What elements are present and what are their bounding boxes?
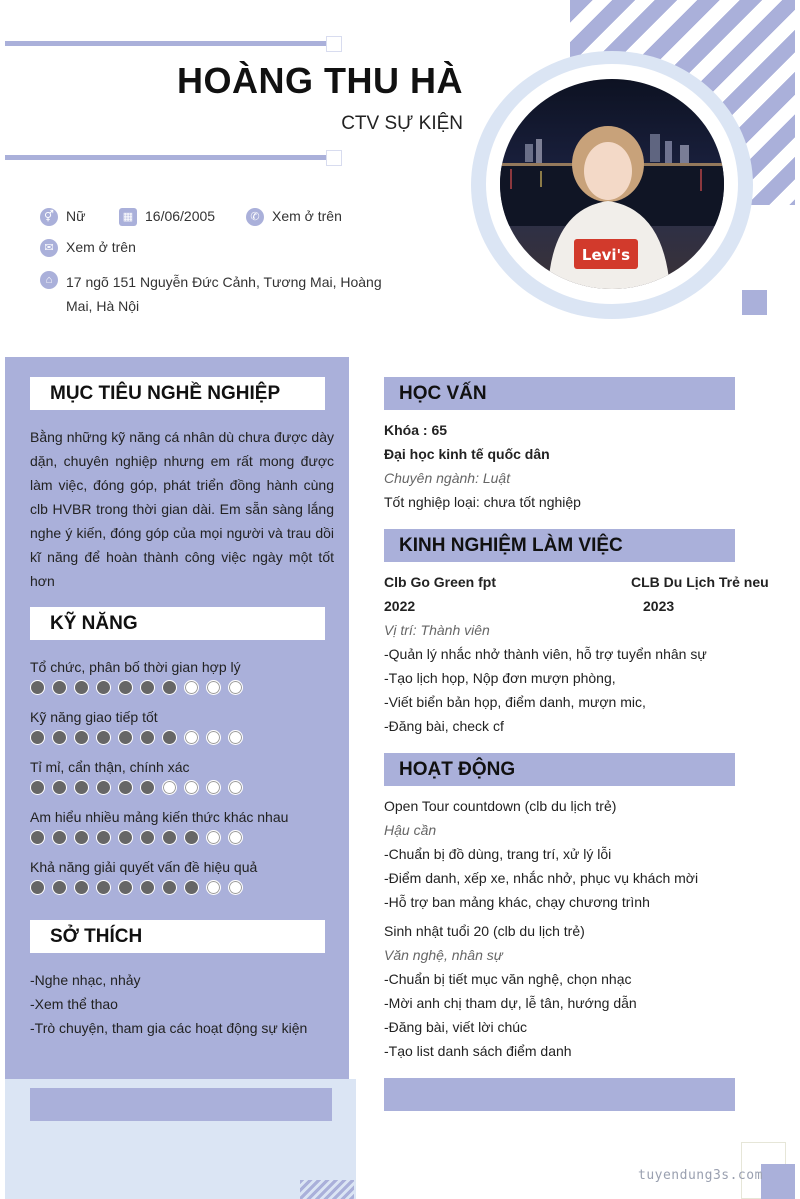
education-grade: Tốt nghiệp loại: chưa tốt nghiệp (384, 494, 581, 510)
rating-dot-filled (162, 680, 177, 695)
rating-dot-filled (140, 780, 155, 795)
activity-1-task: -Chuẩn bị đồ dùng, trang trí, xử lý lỗi (384, 846, 612, 862)
skill-item (30, 657, 330, 695)
skill-label: Kỹ năng giao tiếp tốt (30, 709, 158, 725)
shirt-logo-text: Levi's (581, 246, 631, 264)
skill-rating (30, 780, 330, 795)
info-dob (119, 208, 215, 226)
experience-task: -Đăng bài, check cf (384, 718, 504, 734)
dob-value: 16/06/2005 (145, 208, 216, 224)
rating-dot-empty (228, 880, 243, 895)
skills-title: KỸ NĂNG (30, 607, 325, 640)
rating-dot-filled (96, 680, 111, 695)
watermark-text: tuyendung3s.com (638, 1168, 763, 1183)
education-course: Khóa : 65 (384, 422, 448, 438)
rating-dot-filled (30, 680, 45, 695)
rating-dot-filled (96, 780, 111, 795)
experience-title: KINH NGHIỆM LÀM VIỆC (384, 529, 735, 562)
activity-2-task: -Tạo list danh sách điểm danh (384, 1043, 572, 1059)
skill-item (30, 807, 330, 845)
rating-dot-filled (140, 730, 155, 745)
experience-org-2: CLB Du Lịch Trẻ neu (631, 574, 769, 590)
rating-dot-filled (140, 880, 155, 895)
objective-text: Bằng những kỹ năng cá nhân dù chưa được dày dặn, chuyên nghiệp nhưng em rất mong được làm việc, đóng góp, phát triển đồng hành cùng clb HVBR trong thời gian dài. Em sẵn sàng lắng nghe ý kiến, đóng góp của mọi người và trau dồi kĩ năng để hoàn thành công việc ngày một tốt hơn (30, 429, 334, 589)
rating-dot-filled (30, 880, 45, 895)
activity-2-task: -Chuẩn bị tiết mục văn nghệ, chọn nhạc (384, 971, 632, 987)
activity-1-task: -Hỗ trợ ban mảng khác, chạy chương trình (384, 894, 650, 910)
activity-2-role: Văn nghệ, nhân sự (384, 947, 503, 963)
empty-section-bar (384, 1078, 735, 1111)
hobbies-title: SỞ THÍCH (30, 920, 325, 953)
activity-1-task: -Điểm danh, xếp xe, nhắc nhở, phục vụ khách mời (384, 870, 699, 886)
activities-title: HOẠT ĐỘNG (384, 753, 735, 786)
address-line-1: 17 ngõ 151 Nguyễn Đức Cảnh, Tương Mai, Hoàng (66, 274, 382, 290)
rating-dot-empty (228, 730, 243, 745)
decorative-hatch (300, 1180, 354, 1199)
header-line-bottom (5, 155, 328, 160)
rating-dot-filled (30, 830, 45, 845)
candidate-role: CTV SỰ KIỆN (341, 113, 463, 134)
education-school: Đại học kinh tế quốc dân (384, 446, 550, 462)
rating-dot-filled (52, 880, 67, 895)
rating-dot-empty (228, 780, 243, 795)
rating-dot-filled (74, 680, 89, 695)
hobby-item: -Trò chuyện, tham gia các hoạt động sự kiện (30, 1020, 308, 1036)
skill-item (30, 757, 330, 795)
rating-dot-filled (96, 880, 111, 895)
activity-1-role: Hậu cần (384, 822, 437, 838)
skill-item (30, 707, 330, 745)
address-line-2: Mai, Hà Nội (66, 298, 140, 314)
rating-dot-empty (206, 780, 221, 795)
rating-dot-filled (162, 880, 177, 895)
rating-dot-filled (74, 830, 89, 845)
experience-year-1: 2022 (384, 598, 416, 614)
experience-position: Vị trí: Thành viên (384, 622, 490, 638)
rating-dot-filled (74, 780, 89, 795)
rating-dot-empty (184, 680, 199, 695)
rating-dot-filled (30, 780, 45, 795)
rating-dot-filled (74, 880, 89, 895)
rating-dot-filled (74, 730, 89, 745)
rating-dot-filled (52, 680, 67, 695)
rating-dot-filled (162, 830, 177, 845)
calendar-icon: ▦ (119, 208, 137, 226)
gender-value: Nữ (66, 208, 86, 224)
rating-dot-empty (162, 780, 177, 795)
hobby-item: -Nghe nhạc, nhảy (30, 972, 141, 988)
rating-dot-empty (228, 830, 243, 845)
rating-dot-filled (118, 730, 133, 745)
experience-task: -Viết biển bản họp, điểm danh, mượn mic, (384, 694, 646, 710)
skill-label: Khả năng giải quyết vấn đề hiệu quả (30, 859, 258, 875)
home-icon: ⌂ (40, 271, 58, 289)
rating-dot-filled (118, 830, 133, 845)
rating-dot-empty (228, 680, 243, 695)
skill-item (30, 857, 330, 895)
activity-2-task: -Mời anh chị tham dự, lễ tân, hướng dẫn (384, 995, 637, 1011)
activity-2-task: -Đăng bài, viết lời chúc (384, 1019, 528, 1035)
email-icon: ✉ (40, 239, 58, 257)
info-phone (246, 208, 342, 226)
rating-dot-filled (118, 680, 133, 695)
decorative-square (742, 290, 767, 315)
email-value: Xem ở trên (66, 239, 136, 255)
rating-dot-filled (140, 830, 155, 845)
info-gender (40, 208, 85, 226)
rating-dot-empty (206, 830, 221, 845)
phone-icon: ✆ (246, 208, 264, 226)
rating-dot-filled (30, 730, 45, 745)
skill-rating (30, 830, 330, 845)
skill-label: Am hiểu nhiều mảng kiến thức khác nhau (30, 809, 289, 825)
avatar-photo (500, 79, 724, 289)
info-email (40, 239, 136, 257)
rating-dot-filled (96, 730, 111, 745)
left-bottom-bar (30, 1088, 332, 1121)
rating-dot-empty (184, 780, 199, 795)
experience-org-1: Clb Go Green fpt (384, 574, 496, 590)
rating-dot-filled (140, 680, 155, 695)
info-address (40, 270, 382, 318)
header-line-top-end (326, 36, 342, 52)
header-line-bottom-end (326, 150, 342, 166)
skill-rating (30, 680, 330, 695)
rating-dot-filled (118, 880, 133, 895)
skill-rating (30, 730, 330, 745)
activity-2-name: Sinh nhật tuổi 20 (clb du lịch trẻ) (384, 923, 585, 939)
rating-dot-filled (184, 880, 199, 895)
candidate-name: HOÀNG THU HÀ (177, 60, 463, 101)
skill-label: Tổ chức, phân bố thời gian hợp lý (30, 659, 241, 675)
skill-rating (30, 880, 330, 895)
rating-dot-empty (184, 730, 199, 745)
rating-dot-empty (206, 680, 221, 695)
gender-icon: ⚥ (40, 208, 58, 226)
hobby-item: -Xem thể thao (30, 996, 118, 1012)
rating-dot-filled (184, 830, 199, 845)
skill-label: Tỉ mỉ, cẩn thận, chính xác (30, 759, 190, 775)
header-line-top (5, 41, 328, 46)
rating-dot-filled (52, 730, 67, 745)
rating-dot-filled (162, 730, 177, 745)
activity-1-name: Open Tour countdown (clb du lịch trẻ) (384, 798, 617, 814)
hobbies-list (30, 968, 307, 1040)
rating-dot-filled (118, 780, 133, 795)
education-title: HỌC VẤN (384, 377, 735, 410)
rating-dot-filled (52, 780, 67, 795)
rating-dot-filled (96, 830, 111, 845)
phone-value: Xem ở trên (272, 208, 342, 224)
education-major: Chuyên ngành: Luật (384, 470, 511, 486)
rating-dot-empty (206, 880, 221, 895)
experience-task: -Tạo lịch họp, Nộp đơn mượn phòng, (384, 670, 616, 686)
objective-title: MỤC TIÊU NGHỀ NGHIỆP (30, 377, 325, 410)
experience-year-2: 2023 (643, 598, 675, 614)
decorative-corner-square (761, 1164, 795, 1199)
rating-dot-filled (52, 830, 67, 845)
rating-dot-empty (206, 730, 221, 745)
experience-task: -Quản lý nhắc nhở thành viên, hỗ trợ tuyển nhân sự (384, 646, 707, 662)
